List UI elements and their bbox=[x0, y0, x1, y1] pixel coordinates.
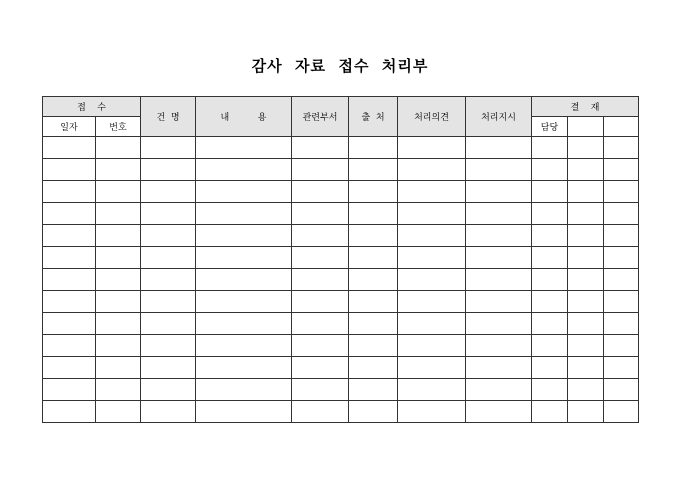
table-cell[interactable] bbox=[466, 181, 532, 203]
table-row bbox=[43, 335, 639, 357]
table-cell[interactable] bbox=[96, 203, 141, 225]
table-cell[interactable] bbox=[141, 137, 196, 159]
table-cell[interactable] bbox=[96, 225, 141, 247]
table-cell[interactable] bbox=[292, 159, 349, 181]
table-cell[interactable] bbox=[568, 247, 604, 269]
table-cell[interactable] bbox=[43, 269, 96, 291]
table-cell[interactable] bbox=[532, 159, 568, 181]
header-approval: 결 재 bbox=[532, 97, 639, 117]
table-cell[interactable] bbox=[466, 203, 532, 225]
table-row bbox=[43, 291, 639, 313]
table-cell[interactable] bbox=[568, 137, 604, 159]
table-cell[interactable] bbox=[568, 357, 604, 379]
table-cell[interactable] bbox=[196, 137, 292, 159]
table-cell[interactable] bbox=[466, 137, 532, 159]
table-cell[interactable] bbox=[349, 225, 398, 247]
table-cell[interactable] bbox=[96, 313, 141, 335]
table-cell[interactable] bbox=[349, 335, 398, 357]
table-cell[interactable] bbox=[532, 137, 568, 159]
table-cell[interactable] bbox=[398, 181, 466, 203]
table-cell[interactable] bbox=[466, 269, 532, 291]
table-cell[interactable] bbox=[292, 137, 349, 159]
table-row bbox=[43, 159, 639, 181]
table-cell[interactable] bbox=[196, 335, 292, 357]
table-cell[interactable] bbox=[466, 313, 532, 335]
table-cell[interactable] bbox=[196, 247, 292, 269]
header-source: 출 처 bbox=[349, 97, 398, 137]
table-cell[interactable] bbox=[141, 203, 196, 225]
table-cell[interactable] bbox=[398, 225, 466, 247]
table-cell[interactable] bbox=[196, 225, 292, 247]
table-cell[interactable] bbox=[568, 401, 604, 423]
header-number: 번호 bbox=[96, 117, 141, 137]
table-cell[interactable] bbox=[568, 335, 604, 357]
header-date: 일자 bbox=[43, 117, 96, 137]
table-cell[interactable] bbox=[292, 181, 349, 203]
ledger-body bbox=[43, 137, 639, 423]
table-cell[interactable] bbox=[532, 401, 568, 423]
table-cell[interactable] bbox=[604, 225, 639, 247]
table-cell[interactable] bbox=[349, 291, 398, 313]
table-cell[interactable] bbox=[568, 291, 604, 313]
table-cell[interactable] bbox=[141, 247, 196, 269]
table-cell[interactable] bbox=[292, 335, 349, 357]
table-cell[interactable] bbox=[466, 159, 532, 181]
table-cell[interactable] bbox=[96, 335, 141, 357]
table-cell[interactable] bbox=[604, 203, 639, 225]
table-cell[interactable] bbox=[292, 291, 349, 313]
table-cell[interactable] bbox=[292, 225, 349, 247]
table-cell[interactable] bbox=[292, 379, 349, 401]
table-cell[interactable] bbox=[349, 313, 398, 335]
table-cell[interactable] bbox=[398, 203, 466, 225]
table-row bbox=[43, 269, 639, 291]
header-opinion: 처리의견 bbox=[398, 97, 466, 137]
table-row bbox=[43, 379, 639, 401]
table-cell[interactable] bbox=[196, 291, 292, 313]
table-cell[interactable] bbox=[349, 137, 398, 159]
table-cell[interactable] bbox=[532, 203, 568, 225]
table-cell[interactable] bbox=[568, 181, 604, 203]
table-cell[interactable] bbox=[43, 159, 96, 181]
table-cell[interactable] bbox=[532, 335, 568, 357]
table-cell[interactable] bbox=[398, 159, 466, 181]
table-cell[interactable] bbox=[43, 247, 96, 269]
table-cell[interactable] bbox=[349, 181, 398, 203]
table-cell[interactable] bbox=[141, 313, 196, 335]
table-cell[interactable] bbox=[43, 401, 96, 423]
header-in-charge: 담당 bbox=[532, 117, 568, 137]
table-row bbox=[43, 137, 639, 159]
table-cell[interactable] bbox=[141, 269, 196, 291]
table-cell[interactable] bbox=[96, 159, 141, 181]
header-related-dept: 관련부서 bbox=[292, 97, 349, 137]
table-cell[interactable] bbox=[141, 291, 196, 313]
table-cell[interactable] bbox=[532, 247, 568, 269]
table-cell[interactable] bbox=[398, 401, 466, 423]
table-cell[interactable] bbox=[604, 401, 639, 423]
table-row bbox=[43, 401, 639, 423]
table-cell[interactable] bbox=[141, 401, 196, 423]
table-cell[interactable] bbox=[398, 269, 466, 291]
table-row bbox=[43, 313, 639, 335]
table-cell[interactable] bbox=[532, 181, 568, 203]
table-cell[interactable] bbox=[604, 137, 639, 159]
table-cell[interactable] bbox=[398, 313, 466, 335]
table-row bbox=[43, 181, 639, 203]
table-cell[interactable] bbox=[532, 269, 568, 291]
table-cell[interactable] bbox=[96, 269, 141, 291]
table-cell[interactable] bbox=[568, 225, 604, 247]
table-cell[interactable] bbox=[43, 203, 96, 225]
table-cell[interactable] bbox=[43, 313, 96, 335]
table-cell[interactable] bbox=[292, 313, 349, 335]
table-cell[interactable] bbox=[141, 379, 196, 401]
table-cell[interactable] bbox=[398, 335, 466, 357]
table-cell[interactable] bbox=[398, 247, 466, 269]
table-cell[interactable] bbox=[349, 357, 398, 379]
table-cell[interactable] bbox=[43, 225, 96, 247]
table-cell[interactable] bbox=[96, 247, 141, 269]
table-cell[interactable] bbox=[196, 357, 292, 379]
table-cell[interactable] bbox=[196, 379, 292, 401]
table-cell[interactable] bbox=[349, 203, 398, 225]
header-approval-3 bbox=[604, 117, 639, 137]
table-cell[interactable] bbox=[349, 269, 398, 291]
table-cell[interactable] bbox=[43, 137, 96, 159]
table-cell[interactable] bbox=[604, 247, 639, 269]
table-cell[interactable] bbox=[43, 181, 96, 203]
table-cell[interactable] bbox=[196, 159, 292, 181]
table-cell[interactable] bbox=[604, 181, 639, 203]
header-content: 내 용 bbox=[196, 97, 292, 137]
table-cell[interactable] bbox=[568, 313, 604, 335]
table-cell[interactable] bbox=[532, 379, 568, 401]
table-cell[interactable] bbox=[604, 379, 639, 401]
table-cell[interactable] bbox=[349, 379, 398, 401]
table-cell[interactable] bbox=[604, 313, 639, 335]
table-cell[interactable] bbox=[466, 247, 532, 269]
table-cell[interactable] bbox=[141, 357, 196, 379]
table-cell[interactable] bbox=[292, 401, 349, 423]
table-cell[interactable] bbox=[96, 357, 141, 379]
table-cell[interactable] bbox=[532, 357, 568, 379]
header-subject: 건 명 bbox=[141, 97, 196, 137]
table-row bbox=[43, 357, 639, 379]
table-cell[interactable] bbox=[196, 313, 292, 335]
table-cell[interactable] bbox=[568, 203, 604, 225]
table-cell[interactable] bbox=[196, 181, 292, 203]
table-cell[interactable] bbox=[604, 291, 639, 313]
table-cell[interactable] bbox=[466, 335, 532, 357]
table-cell[interactable] bbox=[568, 269, 604, 291]
table-cell[interactable] bbox=[466, 379, 532, 401]
table-cell[interactable] bbox=[604, 357, 639, 379]
table-cell[interactable] bbox=[604, 269, 639, 291]
table-cell[interactable] bbox=[96, 379, 141, 401]
table-cell[interactable] bbox=[141, 225, 196, 247]
table-cell[interactable] bbox=[532, 291, 568, 313]
table-row bbox=[43, 225, 639, 247]
table-cell[interactable] bbox=[43, 291, 96, 313]
table-cell[interactable] bbox=[96, 401, 141, 423]
receipt-ledger-table bbox=[42, 96, 639, 423]
table-cell[interactable] bbox=[349, 401, 398, 423]
table-cell[interactable] bbox=[532, 225, 568, 247]
table-cell[interactable] bbox=[532, 313, 568, 335]
table-cell[interactable] bbox=[604, 335, 639, 357]
table-cell[interactable] bbox=[398, 379, 466, 401]
table-cell[interactable] bbox=[604, 159, 639, 181]
table-cell[interactable] bbox=[466, 401, 532, 423]
table-cell[interactable] bbox=[398, 137, 466, 159]
table-cell[interactable] bbox=[141, 335, 196, 357]
table-cell[interactable] bbox=[96, 137, 141, 159]
table-cell[interactable] bbox=[141, 181, 196, 203]
table-cell[interactable] bbox=[466, 225, 532, 247]
table-cell[interactable] bbox=[96, 181, 141, 203]
table-row bbox=[43, 203, 639, 225]
table-row bbox=[43, 247, 639, 269]
table-cell[interactable] bbox=[466, 357, 532, 379]
table-cell[interactable] bbox=[568, 379, 604, 401]
table-cell[interactable] bbox=[292, 357, 349, 379]
header-instruction: 처리지시 bbox=[466, 97, 532, 137]
table-cell[interactable] bbox=[349, 159, 398, 181]
table-cell[interactable] bbox=[43, 335, 96, 357]
document-title: 감사 자료 접수 처리부 bbox=[251, 57, 429, 75]
table-cell[interactable] bbox=[466, 291, 532, 313]
table-cell[interactable] bbox=[292, 203, 349, 225]
header-receipt: 접 수 bbox=[43, 97, 141, 117]
table-cell[interactable] bbox=[196, 203, 292, 225]
table-cell[interactable] bbox=[398, 291, 466, 313]
table-cell[interactable] bbox=[292, 269, 349, 291]
header-row-1 bbox=[43, 97, 639, 117]
table-cell[interactable] bbox=[43, 357, 96, 379]
table-cell[interactable] bbox=[43, 379, 96, 401]
table-cell[interactable] bbox=[568, 159, 604, 181]
table-cell[interactable] bbox=[96, 291, 141, 313]
header-approval-2 bbox=[568, 117, 604, 137]
table-cell[interactable] bbox=[292, 247, 349, 269]
table-cell[interactable] bbox=[196, 401, 292, 423]
table-cell[interactable] bbox=[349, 247, 398, 269]
table-cell[interactable] bbox=[141, 159, 196, 181]
table-cell[interactable] bbox=[398, 357, 466, 379]
table-cell[interactable] bbox=[196, 269, 292, 291]
